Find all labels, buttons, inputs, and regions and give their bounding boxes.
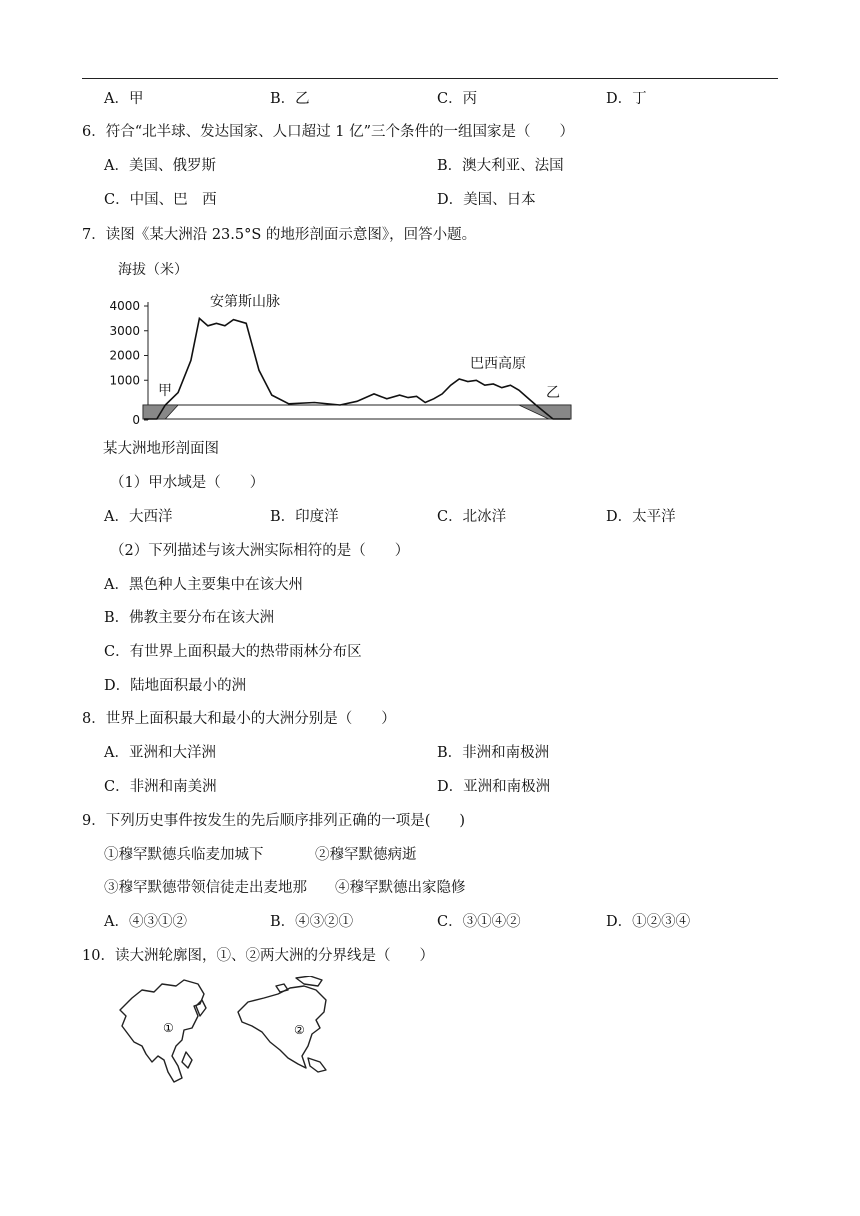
q6-option-b[interactable]: B．澳大利亚、法国 <box>437 158 564 174</box>
q7-1-option-b[interactable]: B．印度洋 <box>270 509 339 525</box>
q10-stem: 10．读大洲轮廓图，①、②两大洲的分界线是（ ） <box>82 948 434 964</box>
q7-sub1-stem: （1）甲水域是（ ） <box>110 475 265 491</box>
q6-stem: 6．符合“北半球、发达国家、人口超过 1 亿”三个条件的一组国家是（ ） <box>82 124 574 140</box>
q7-sub2-stem: （2）下列描述与该大洲实际相符的是（ ） <box>110 543 410 559</box>
y-tick-label-2000: 2000 <box>110 348 140 363</box>
q9-event-1: ①穆罕默德兵临麦加城下 <box>104 847 264 863</box>
y-tick-label-0: 0 <box>132 413 140 427</box>
header-rule <box>82 78 778 79</box>
q8-option-b[interactable]: B．非洲和南极洲 <box>437 745 550 761</box>
label-jia: 甲 <box>158 383 172 399</box>
q6-option-c[interactable]: C．中国、巴 西 <box>104 192 217 208</box>
q5-option-a[interactable]: A．甲 <box>104 91 144 107</box>
q9-stem: 9．下列历史事件按发生的先后顺序排列正确的一项是( ) <box>82 813 466 829</box>
q9-event-4: ④穆罕默德出家隐修 <box>335 880 466 896</box>
q6-option-a[interactable]: A．美国、俄罗斯 <box>104 158 216 174</box>
label-yi: 乙 <box>546 385 560 401</box>
q9-option-d[interactable]: D．①②③④ <box>606 914 691 930</box>
q7-stem: 7．读图《某大洲沿 23.5°S 的地形剖面示意图》，回答小题。 <box>82 227 477 243</box>
label-brazil-plateau: 巴西高原 <box>470 356 526 372</box>
q7-2-option-c[interactable]: C．有世界上面积最大的热带雨林分布区 <box>104 644 362 660</box>
y-tick-label-1000: 1000 <box>110 373 140 388</box>
continent-outline-maps <box>112 976 352 1086</box>
q7-1-option-a[interactable]: A．大西洋 <box>104 509 173 525</box>
y-tick-label-4000: 4000 <box>110 299 140 313</box>
q9-option-b[interactable]: B．④③②① <box>270 914 354 930</box>
q5-option-c[interactable]: C．丙 <box>437 91 478 107</box>
q8-stem: 8．世界上面积最大和最小的大洲分别是（ ） <box>82 711 396 727</box>
q7-1-option-d[interactable]: D．太平洋 <box>606 509 676 525</box>
q5-option-d[interactable]: D．丁 <box>606 91 647 107</box>
label-andes: 安第斯山脉 <box>210 294 280 310</box>
q6-option-d[interactable]: D．美国、日本 <box>437 192 536 208</box>
y-axis-label: 海拔（米） <box>118 262 188 278</box>
continent-2-outline <box>238 976 326 1072</box>
q5-option-b[interactable]: B．乙 <box>270 91 310 107</box>
q9-option-a[interactable]: A．④③①② <box>104 914 187 930</box>
y-tick-label-3000: 3000 <box>110 323 140 338</box>
chart-caption: 某大洲地形剖面图 <box>103 441 219 457</box>
baseline-band <box>143 405 571 419</box>
q8-option-c[interactable]: C．非洲和南美洲 <box>104 779 217 795</box>
q7-2-option-b[interactable]: B．佛教主要分布在该大洲 <box>104 610 275 626</box>
q8-option-d[interactable]: D．亚洲和南极洲 <box>437 779 551 795</box>
q9-option-c[interactable]: C．③①④② <box>437 914 521 930</box>
q8-option-a[interactable]: A．亚洲和大洋洲 <box>104 745 216 761</box>
q9-event-3: ③穆罕默德带领信徒走出麦地那 <box>104 880 307 896</box>
q7-1-option-c[interactable]: C．北冰洋 <box>437 509 507 525</box>
q9-event-2: ②穆罕默德病逝 <box>315 847 417 863</box>
terrain-profile-chart <box>110 256 580 428</box>
q7-2-option-d[interactable]: D．陆地面积最小的洲 <box>104 678 247 694</box>
continent-2-label: ② <box>294 1023 305 1037</box>
q7-2-option-a[interactable]: A．黑色种人主要集中在该大州 <box>104 577 303 593</box>
continent-1-label: ① <box>163 1021 174 1035</box>
